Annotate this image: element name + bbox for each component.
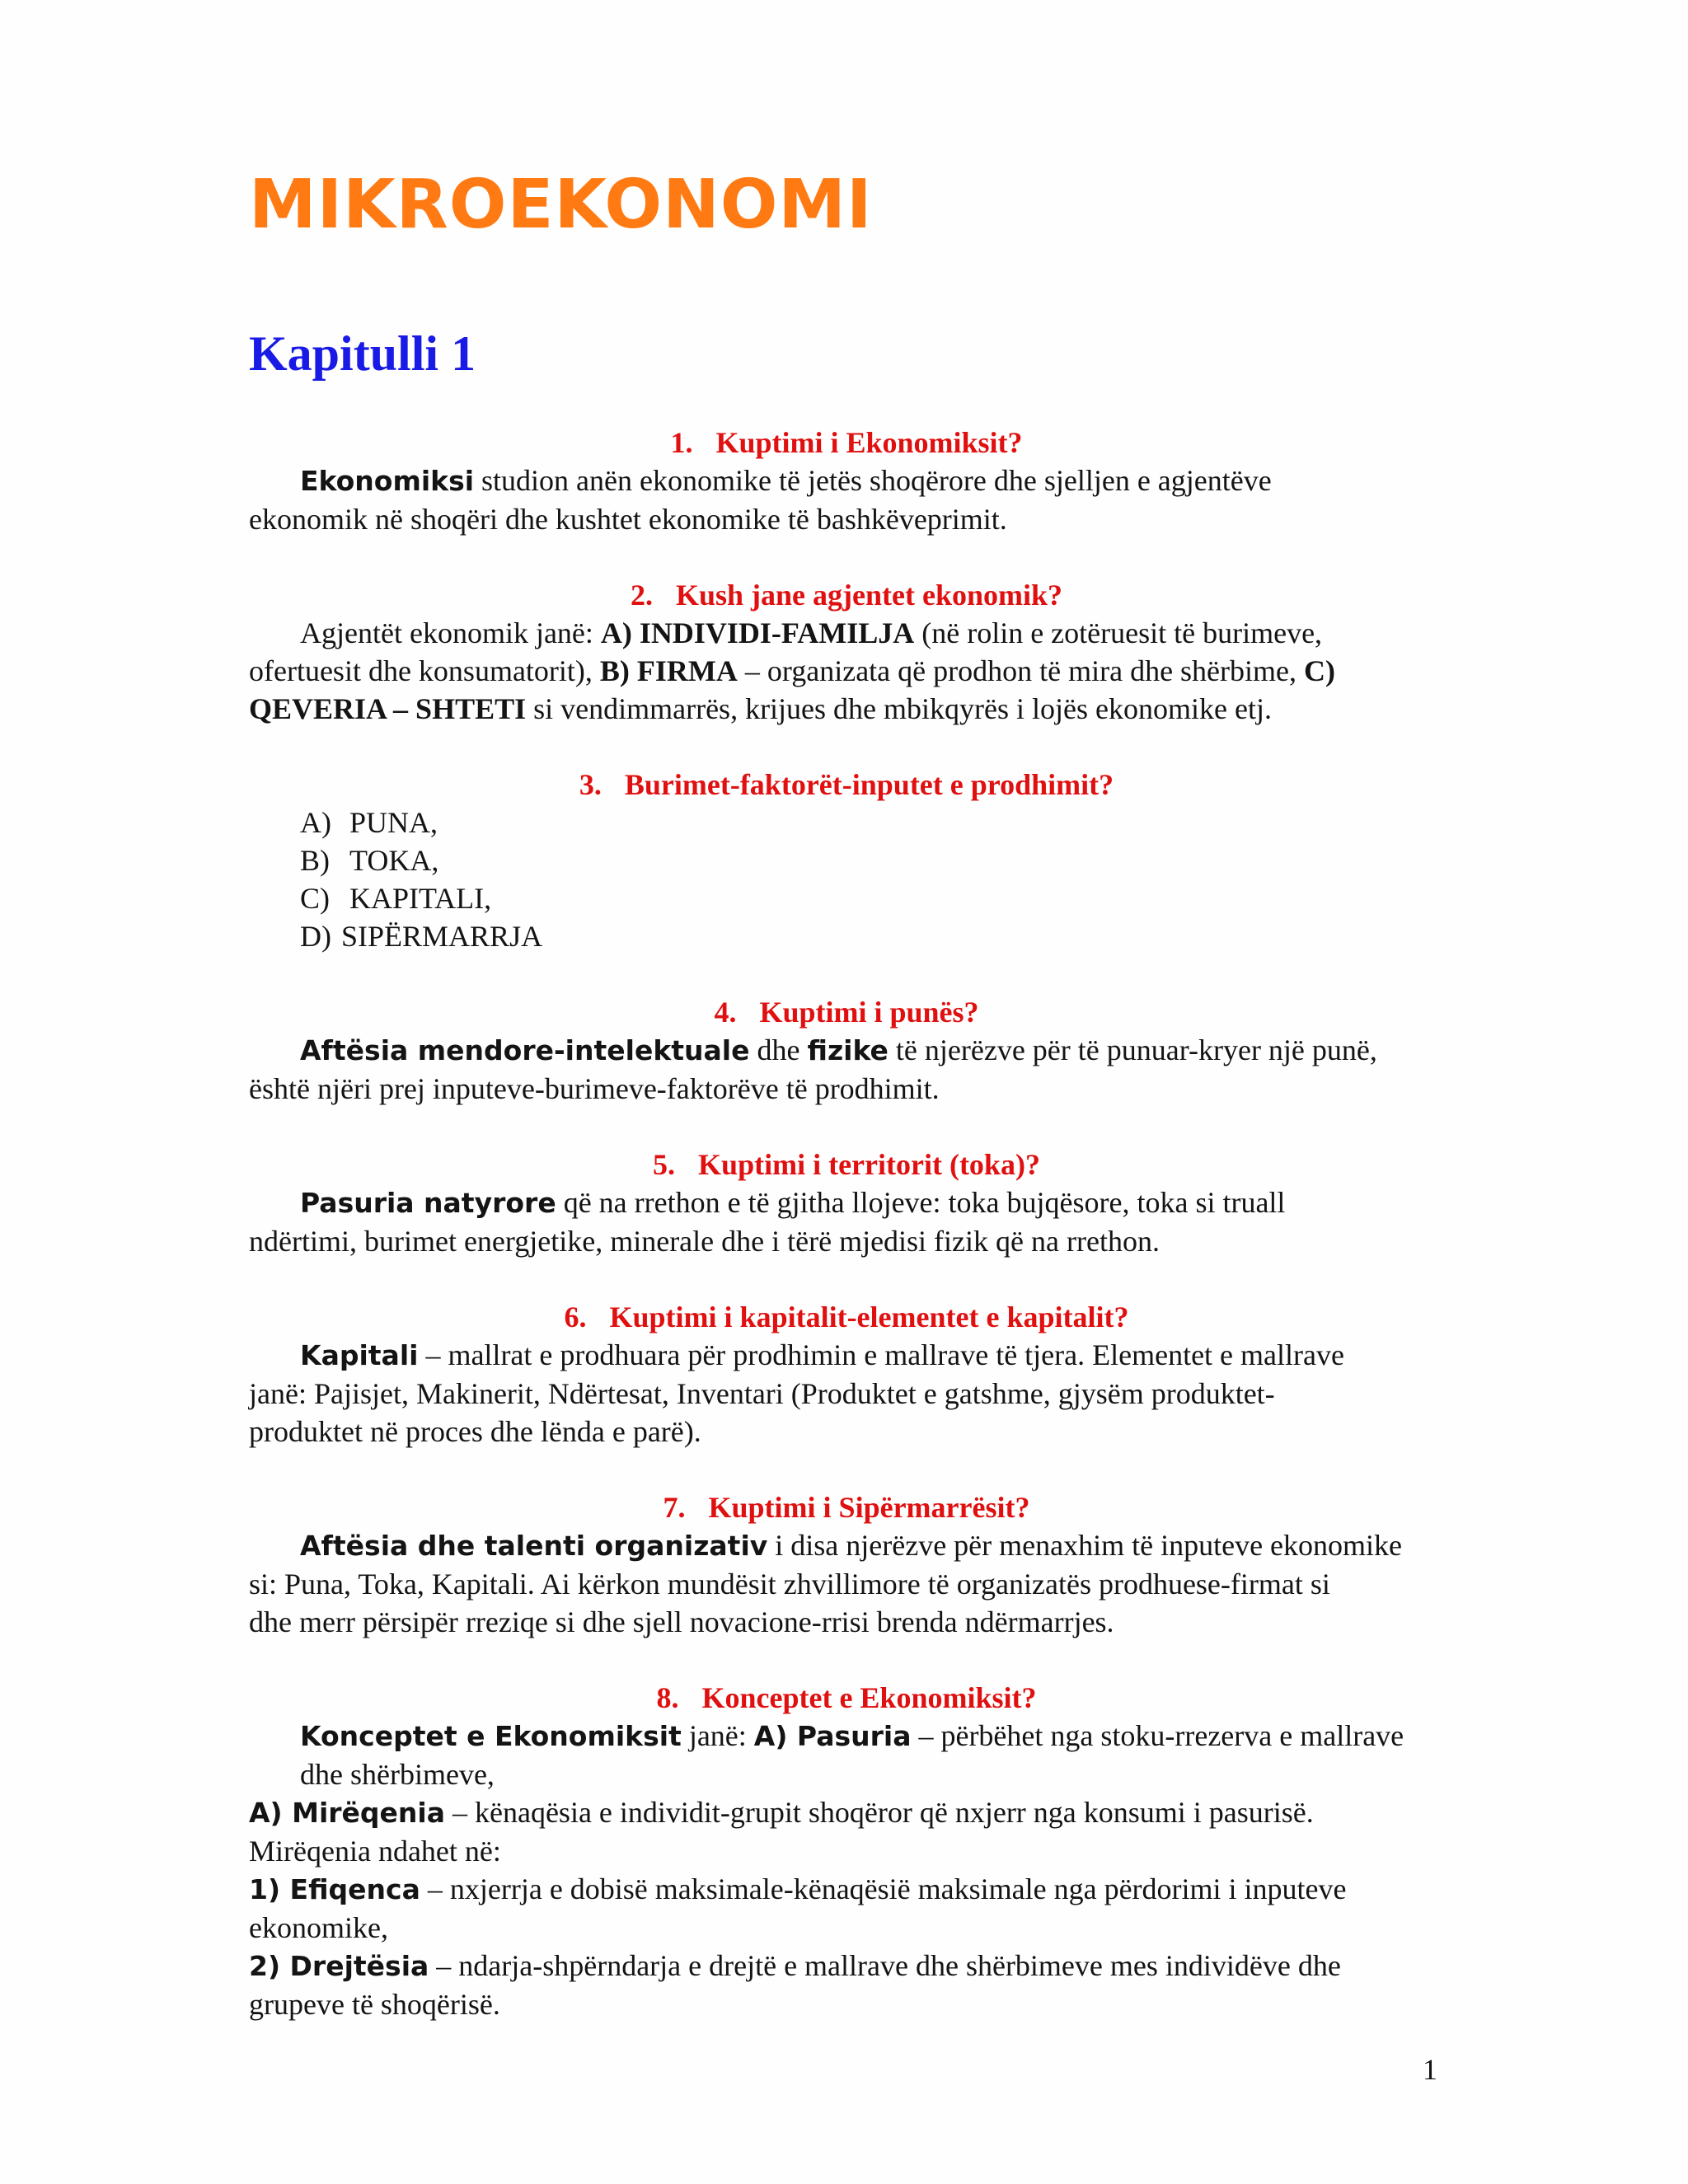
answer-8-line4: Mirëqenia ndahet në:	[249, 1835, 501, 1868]
answer-8: Konceptet e Ekonomiksit janë: A) Pasuria – përbëhet nga stoku-rrezerva e mallrave	[300, 1719, 1404, 1752]
list-item: C) KAPITALI,	[300, 882, 492, 915]
answer-6: Kapitali – mallrat e prodhuara për prodhimin e mallrave të tjera. Elementet e mallrave	[300, 1338, 1344, 1371]
answer-8-drejtesia: 2) Drejtësia – ndarja-shpërndarja e drejtë e mallrave dhe shërbimeve mes individëve dhe	[249, 1949, 1341, 1982]
answer-2-cont: ofertuesit dhe konsumatorit), B) FIRMA – organizata që prodhon të mira dhe shërbime, C)	[249, 654, 1336, 687]
question-heading-5: 5. Kuptimi i territorit (toka)?	[653, 1148, 1040, 1181]
answer-1-cont: ekonomik në shoqëri dhe kushtet ekonomike të bashkëveprimit.	[249, 503, 1007, 536]
answer-8-mireqenia: A) Mirëqenia – kënaqësia e individit-grupit shoqëror që nxjerr nga konsumi i pasurisë.	[249, 1796, 1314, 1829]
question-heading-3: 3. Burimet-faktorët-inputet e prodhimit?	[579, 768, 1114, 801]
answer-2-cont-2: QEVERIA – SHTETI si vendimmarrës, krijues dhe mbikqyrës i lojës ekonomike etj.	[249, 692, 1272, 725]
answer-7: Aftësia dhe talenti organizativ i disa njerëzve për menaxhim të inputeve ekonomike	[300, 1529, 1403, 1562]
answer-1: Ekonomiksi studion anën ekonomike të jetës shoqërore dhe sjelljen e agjentëve	[300, 464, 1272, 497]
answer-6-cont: janë: Pajisjet, Makinerit, Ndërtesat, Inventari (Produktet e gatshme, gjysëm produktet-	[249, 1377, 1275, 1410]
list-item: D) SIPËRMARRJA	[300, 920, 543, 953]
document-body	[249, 424, 1444, 2023]
answer-2: Agjentët ekonomik janë: A) INDIVIDI-FAMILJA (në rolin e zotëruesit të burimeve,	[300, 616, 1323, 649]
answer-6-cont-2: produktet në proces dhe lënda e parë).	[249, 1415, 701, 1448]
question-heading-4: 4. Kuptimi i punës?	[714, 996, 979, 1029]
question-heading-2: 2. Kush jane agjentet ekonomik?	[630, 579, 1063, 612]
chapter-heading: Kapitulli 1	[249, 326, 476, 381]
page-number: 1	[1423, 2053, 1437, 2086]
question-heading-8: 8. Konceptet e Ekonomiksit?	[656, 1681, 1037, 1714]
answer-7-cont: si: Puna, Toka, Kapitali. Ai kërkon mundësit zhvillimore të organizatës prodhuese-firmat si	[249, 1568, 1330, 1601]
answer-5: Pasuria natyrore që na rrethon e të gjitha llojeve: toka bujqësore, toka si truall	[300, 1186, 1286, 1219]
question-heading-6: 6. Kuptimi i kapitalit-elementet e kapitalit?	[564, 1301, 1129, 1333]
question-heading-1: 1. Kuptimi i Ekonomiksit?	[670, 426, 1023, 459]
answer-5-cont: ndërtimi, burimet energjetike, minerale dhe i tërë mjedisi fizik që na rrethon.	[249, 1225, 1160, 1258]
term-ekonomiksi: Ekonomiksi	[300, 465, 475, 497]
answer-8-line8: grupeve të shoqërisë.	[249, 1988, 500, 2021]
answer-8-efiqenca: 1) Efiqenca – nxjerrja e dobisë maksimale-kënaqësië maksimale nga përdorimi i inputeve	[249, 1872, 1347, 1905]
question-heading-7: 7. Kuptimi i Sipërmarrësit?	[663, 1491, 1030, 1524]
list-item: A) PUNA,	[300, 806, 438, 839]
answer-8-line6: ekonomike,	[249, 1911, 388, 1944]
list-item: B) TOKA,	[300, 844, 439, 877]
answer-8-cont: dhe shërbimeve,	[300, 1758, 495, 1791]
answer-4: Aftësia mendore-intelektuale dhe fizike të njerëzve për të punuar-kryer një punë,	[300, 1033, 1377, 1066]
answer-4-cont: është njëri prej inputeve-burimeve-faktorëve të prodhimit.	[249, 1072, 940, 1105]
document-title: MIKROEKONOMI	[249, 166, 873, 244]
answer-7-cont-2: dhe merr përsipër rreziqe si dhe sjell novacione-rrisi brenda ndërmarrjes.	[249, 1605, 1114, 1638]
